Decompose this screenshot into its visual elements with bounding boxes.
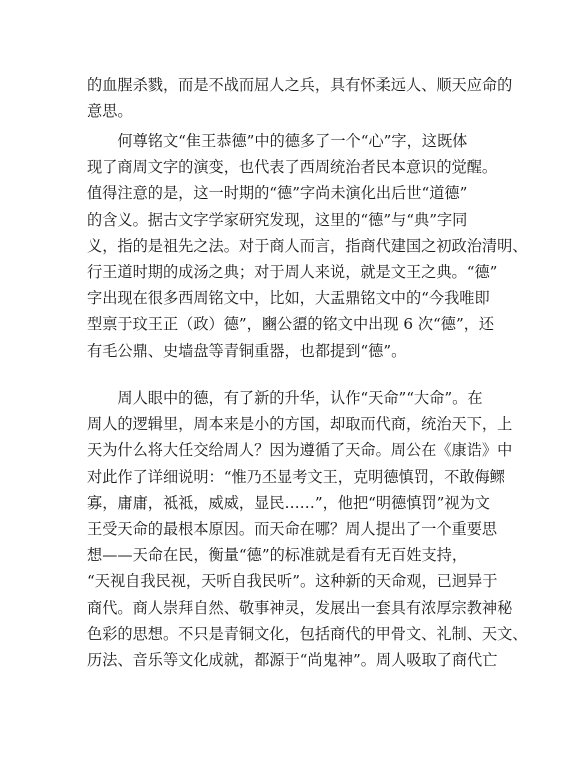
paragraph-2 [87,128,527,364]
text-line: 历法、音乐等文化成就，都源于“尚鬼神”。周人吸取了商代亡 [87,650,498,669]
text-line: 天为什么将大任交给周人？因为遵循了天命。周公在《康诰》中 [87,441,513,460]
text-line: 字出现在很多西周铭文中，比如，大盂鼎铭文中的“今我唯即 [87,289,490,308]
text-line: 王受天命的最根本原因。而天命在哪？周人提出了一个重要思 [87,519,498,538]
text-line: 寡，庸庸，祗祗，威威，显民……”，他把“明德慎罚”视为文 [87,493,490,512]
text-line: “天视自我民视，天听自我民听”。这种新的天命观，已迥异于 [87,572,498,591]
text-line: 何尊铭文“隹王恭德”中的德多了一个“心”字，这既体 [87,132,468,150]
text-line: 想——天命在民，衡量“德”的标准就是看有无百姓支持， [87,546,468,565]
text-line: 对此作了详细说明：“惟乃丕显考文王，克明德慎罚，不敢侮鳏 [87,467,505,486]
text-line: 现了商周文字的演变，也代表了西周统治者民本意识的觉醒。 [87,158,498,177]
text-line: 色彩的思想。不只是青铜文化，包括商代的甲骨文、礼制、天文、 [87,624,528,643]
text-line: 的血腥杀戮，而是不战而屈人之兵，具有怀柔远人、顺天应命的 [87,76,513,94]
text-line: 意思。 [87,102,133,121]
text-line: 值得注意的是，这一时期的“德”字尚未演化出后世“道德” [87,184,468,203]
text-line: 义，指的是祖先之法。对于商人而言，指商代建国之初政治清明、 [87,236,528,255]
paragraph-3 [87,385,527,673]
text-line: 商代。商人崇拜自然、敬事神灵，发展出一套具有浓厚宗教神秘 [87,598,513,617]
text-line: 周人的逻辑里，周本来是小的方国，却取而代商，统治天下，上 [87,415,513,434]
text-line: 行王道时期的成汤之典；对于周人来说，就是文王之典。“德” [87,262,498,281]
text-line: 有毛公鼎、史墙盘等青铜重器，也都提到“德”。 [87,341,407,360]
text-line: 周人眼中的德，有了新的升华，认作“天命”“大命”。在 [87,389,483,407]
text-line: 的含义。据古文字学家研究发现，这里的“德”与“典”字同 [87,210,468,229]
paragraph-1 [87,72,527,124]
text-line: 型禀于玟王正（政）德”，豳公盨的铭文中出现 6 次“德”，还 [87,315,495,334]
